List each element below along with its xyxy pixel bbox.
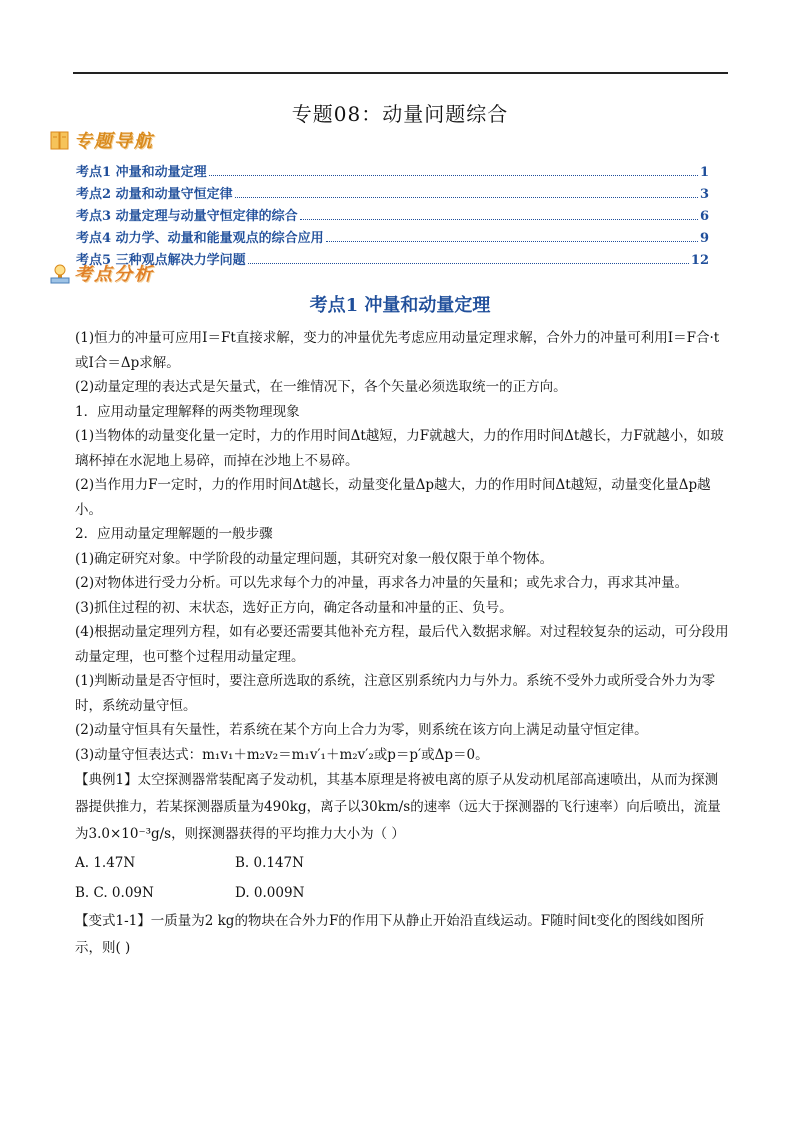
option-row <box>75 878 730 908</box>
toc-leader <box>235 197 698 198</box>
toc-item-page: 9 <box>699 231 709 246</box>
lightbulb-book-icon <box>50 262 70 284</box>
paragraph: (1)当物体的动量变化量一定时，力的作用时间Δt越短，力F就越大，力的作用时间Δt越长，力F就越小，如玻璃杯掉在水泥地上易碎，而掉在沙地上不易碎。 <box>75 428 724 469</box>
example-problem: 【典例1】太空探测器常装配离子发动机，其基本原理是将被电离的原子从发动机尾部高速喷出，从而为探测器提供推力，若某探测器质量为490kg，离子以30km/s的速率（远大于探测器的飞行速率）向后喷出，流量为3.0×10⁻³g/s，则探测器获得的平均推力大小为（ ） <box>75 772 721 842</box>
toc-item-label: 考点4 动力学、动量和能量观点的综合应用 <box>76 231 324 246</box>
section-header-label: 考点分析 <box>74 264 154 285</box>
toc-item[interactable] <box>76 227 709 249</box>
section-header-nav <box>50 127 154 153</box>
toc-item-label: 考点5 三种观点解决力学问题 <box>76 253 246 268</box>
toc-item[interactable] <box>76 205 709 227</box>
paragraph: (2)对物体进行受力分析。可以先求每个力的冲量，再求各力冲量的矢量和；或先求合力，再求其冲量。 <box>75 575 689 591</box>
header-rule <box>73 72 728 74</box>
paragraph: (2)当作用力F一定时，力的作用时间Δt越长，动量变化量Δp越大，力的作用时间Δt越短，动量变化量Δp越小。 <box>75 477 711 518</box>
section-header-label: 专题导航 <box>74 131 154 152</box>
paragraph: 1．应用动量定理解释的两类物理现象 <box>75 403 300 420</box>
toc-item[interactable] <box>76 183 709 205</box>
paragraph: (1)确定研究对象。中学阶段的动量定理问题，其研究对象一般仅限于单个物体。 <box>75 550 554 567</box>
option-c[interactable]: B. C. 0.09N <box>75 884 154 901</box>
paragraph: 2．应用动量定理解题的一般步骤 <box>75 526 273 542</box>
option-a[interactable]: A. 1.47N <box>75 854 136 871</box>
kaodian-title: 考点1 冲量和动量定理 <box>309 295 491 316</box>
toc-item[interactable] <box>76 161 709 183</box>
book-icon <box>50 129 70 151</box>
variant-problem: 【变式1-1】一质量为2 kg的物块在合外力F的作用下从静止开始沿直线运动。F随时间t变化的图线如图所示，则( ) <box>75 913 705 956</box>
paragraph: (1)恒力的冲量可应用I＝Ft直接求解，变力的冲量优先考虑应用动量定理求解，合外力的冲量可利用I＝F合·t或I合＝Δp求解。 <box>75 330 720 371</box>
toc-item-label: 考点3 动量定理与动量守恒定律的综合 <box>76 209 298 224</box>
option-b[interactable]: B. 0.147N <box>235 854 304 871</box>
toc-leader <box>209 175 698 176</box>
toc-leader <box>248 263 689 264</box>
paragraph: (2)动量定理的表达式是矢量式，在一维情况下，各个矢量必须选取统一的正方向。 <box>75 379 567 395</box>
paragraph: (4)根据动量定理列方程，如有必要还需要其他补充方程，最后代入数据求解。对过程较复杂的运动，可分段用动量定理，也可整个过程用动量定理。 <box>75 624 729 665</box>
option-d[interactable]: D. 0.009N <box>235 884 305 901</box>
document-title: 专题08：动量问题综合 <box>291 102 509 126</box>
toc-item-page: 6 <box>699 209 709 224</box>
paragraph: (1)判断动量是否守恒时，要注意所选取的系统，注意区别系统内力与外力。系统不受外力或所受合外力为零时，系统动量守恒。 <box>75 673 716 714</box>
paragraph: (3)抓住过程的初、末状态，选好正方向，确定各动量和冲量的正、负号。 <box>75 599 513 616</box>
body-content <box>75 326 730 962</box>
toc-item-label: 考点2 动量和动量守恒定律 <box>76 187 233 202</box>
toc-item-page: 3 <box>699 187 709 202</box>
toc-item-label: 考点1 冲量和动量定理 <box>76 165 207 180</box>
paragraph: (2)动量守恒具有矢量性，若系统在某个方向上合力为零，则系统在该方向上满足动量守恒定律。 <box>75 722 648 738</box>
option-row <box>75 848 730 878</box>
toc-item-page: 12 <box>690 253 709 268</box>
toc-item-page: 1 <box>699 165 709 180</box>
table-of-contents <box>76 161 709 271</box>
toc-leader <box>300 219 698 220</box>
section-header-analysis <box>50 260 154 286</box>
paragraph: (3)动量守恒表达式：m₁v₁＋m₂v₂＝m₁v′₁＋m₂v′₂或p＝p′或Δp＝0。 <box>75 746 489 763</box>
toc-leader <box>326 241 698 242</box>
toc-item[interactable] <box>76 249 709 271</box>
